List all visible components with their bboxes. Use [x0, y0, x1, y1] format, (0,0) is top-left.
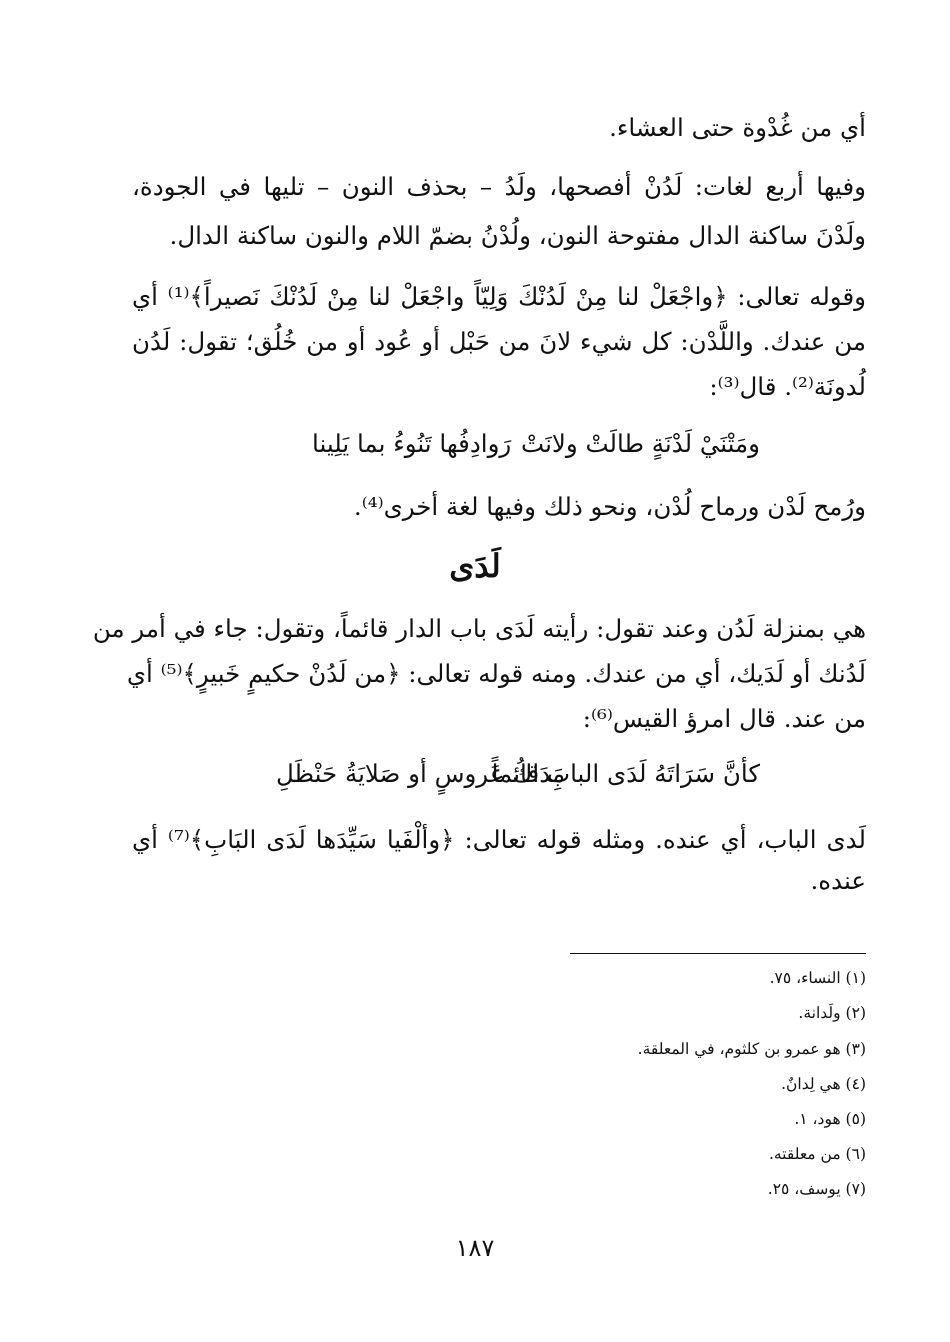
verse-hemistich-second: رَوادِفُها تَنُوءُ بما يَلِينا	[312, 429, 512, 458]
text-line: عنده.	[810, 866, 866, 895]
text-line: لَدى الباب، أي عنده. ومثله قوله تعالى: ﴿وألْفَيا سَيِّدَها لَدَى البَابِ﴾⁽⁷⁾ أي	[132, 825, 866, 854]
verse-hemistich-first: كأنَّ سَرَاتَهُ لَدَى البابِ قائماً	[491, 759, 760, 788]
text-line: أي من غُدْوة حتى العشاء.	[609, 113, 866, 142]
text-line: وفيها أربع لغات: لَدُنْ أفصحها، ولَدُ – بحذف النون – تليها في الجودة،	[132, 172, 866, 201]
text-line: هي بمنزلة لَدُن وعند تقول: رأيته لَدَى باب الدار قائماً، وتقول: جاء في أمر من	[92, 614, 866, 643]
footnote: (٤) هي لِدانٌ.	[781, 1075, 866, 1093]
verse-hemistich-first: ومَتْنَيْ لَدْنَةٍ طالَتْ ولانَتْ	[521, 429, 760, 458]
section-heading: لَدَى	[449, 547, 501, 585]
footnote: (٧) يوسف، ٢٥.	[767, 1180, 866, 1198]
text-line: من عند. قال امرؤ القيس⁽⁶⁾:	[582, 704, 866, 733]
verse-hemistich-second: مَدَاكُ عَروسٍ أو صَلايَةُ حَنْظَلِ	[276, 759, 566, 788]
footnote-separator	[570, 953, 866, 954]
text-line: لَدُنك أو لَدَيك، أي من عندك. ومنه قوله تعالى: ﴿من لَدُنْ حكيمٍ خَبيرٍ﴾⁽⁵⁾ أي	[126, 659, 866, 688]
text-line: وقوله تعالى: ﴿واجْعَلْ لنا مِنْ لَدُنْكَ وَلِيّاً واجْعَلْ لنا مِنْ لَدُنْكَ نَصيراً﴾⁽¹⁾ أي	[132, 282, 866, 311]
footnote: (٣) هو عمرو بن كلثوم، في المعلقة.	[637, 1040, 866, 1058]
text-line: ورُمح لَدْن ورماح لُدْن، ونحو ذلك وفيها لغة أخرى⁽⁴⁾.	[353, 492, 866, 521]
text-line: ولَدْنَ ساكنة الدال مفتوحة النون، ولُدْنُ بضمّ اللام والنون ساكنة الدال.	[169, 221, 866, 250]
footnote: (٦) من معلقته.	[768, 1145, 866, 1163]
text-line: لُدونَة⁽²⁾. قال⁽³⁾:	[709, 372, 866, 401]
footnote: (٢) ولَدانة.	[798, 1004, 866, 1022]
footnote: (١) النساء، ٧٥.	[769, 969, 866, 987]
text-line: من عندك. واللَّدْن: كل شيء لانَ من حَبْل أو عُود أو من خُلُق؛ تقول: لَدُن	[132, 327, 866, 356]
footnote: (٥) هود، ١.	[794, 1110, 866, 1128]
page-number: ١٨٧	[455, 1234, 495, 1262]
